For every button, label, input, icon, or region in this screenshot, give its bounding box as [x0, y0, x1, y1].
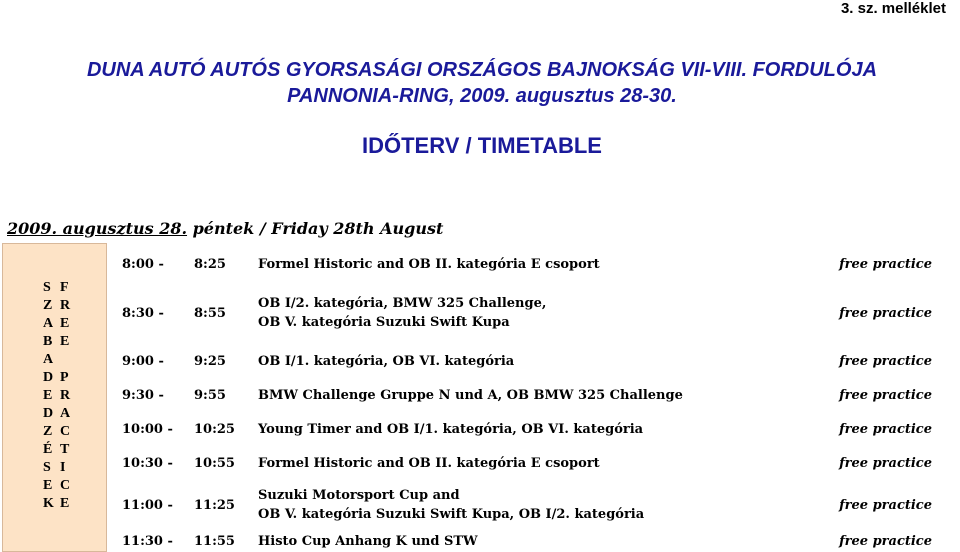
sidebar-letter: I: [60, 460, 66, 475]
sidebar-letter: D: [43, 370, 54, 385]
session-description-line: Young Timer and OB I/1. kategória, OB VI. kategória: [258, 421, 644, 437]
start-time: 9:30 -: [122, 387, 164, 403]
sidebar-letter: E: [60, 334, 70, 349]
session-type: free practice: [839, 421, 932, 437]
sidebar-letter: E: [60, 316, 70, 331]
sidebar-letter: R: [60, 388, 71, 403]
sidebar-letter: A: [43, 352, 54, 367]
session-description: [258, 294, 802, 332]
session-type: free practice: [839, 387, 932, 403]
session-description: [258, 386, 802, 405]
session-type: free practice: [839, 497, 932, 513]
schedule-row: [122, 384, 932, 406]
sidebar-letter: C: [60, 424, 71, 439]
session-description: [258, 255, 802, 274]
sidebar-letter: E: [43, 478, 53, 493]
session-description-line: Histo Cup Anhang K und STW: [258, 533, 478, 549]
session-description: [258, 532, 802, 551]
sidebar-letter: A: [43, 316, 54, 331]
sidebar-letter: A: [60, 406, 71, 421]
page-title: [0, 57, 960, 109]
sidebar-letter: S: [43, 280, 51, 295]
day-heading: [7, 219, 443, 238]
sidebar-letter: Z: [43, 298, 53, 313]
session-description: [258, 486, 802, 524]
session-type: free practice: [839, 455, 932, 471]
schedule-row: [122, 287, 932, 339]
session-description-line: OB I/1. kategória, OB VI. kategória: [258, 353, 515, 369]
title-line-1: DUNA AUTÓ AUTÓS GYORSASÁGI ORSZÁGOS BAJNOKSÁG VII-VIII. FORDULÓJA: [86, 59, 878, 81]
session-description-line: Formel Historic and OB II. kategória E csoport: [258, 256, 600, 272]
start-time: 10:30 -: [122, 455, 173, 471]
sidebar-letter: [60, 351, 70, 369]
session-description-line: OB V. kategória Suzuki Swift Kupa: [258, 315, 510, 330]
schedule-row: [122, 452, 932, 474]
sidebar-letter: B: [43, 334, 53, 349]
day-label: péntek / Friday 28th August: [187, 219, 444, 238]
day-date: 2009. augusztus 28.: [7, 219, 188, 238]
start-time: 11:30 -: [122, 533, 173, 549]
annex-label: 3. sz. melléklet: [840, 0, 946, 17]
start-time: 10:00 -: [122, 421, 173, 437]
start-time: 8:00 -: [122, 256, 164, 272]
session-description-line: OB I/2. kategória, BMW 325 Challenge,: [258, 296, 547, 311]
session-type: free practice: [839, 353, 932, 369]
end-time: 8:55: [194, 305, 226, 321]
session-description: [258, 352, 802, 371]
session-type: free practice: [839, 256, 932, 272]
session-description: [258, 420, 802, 439]
sidebar-letter: Z: [43, 424, 53, 439]
session-sidebar: [2, 243, 107, 552]
session-type: free practice: [839, 305, 932, 321]
title-line-2: PANNONIA-RING, 2009. augusztus 28-30.: [287, 85, 677, 107]
sidebar-letter: E: [60, 496, 70, 511]
start-time: 9:00 -: [122, 353, 164, 369]
start-time: 11:00 -: [122, 497, 173, 513]
sidebar-column-hungarian: [43, 279, 54, 513]
end-time: 8:25: [194, 256, 226, 272]
end-time: 10:25: [194, 421, 235, 437]
schedule-row: [122, 253, 932, 275]
session-description: [258, 454, 802, 473]
session-description-line: BMW Challenge Gruppe N und A, OB BMW 325 Challenge: [258, 387, 683, 403]
sidebar-letter: E: [43, 388, 53, 403]
end-time: 10:55: [194, 455, 235, 471]
timetable-heading: IDŐTERV / TIMETABLE: [362, 133, 602, 158]
start-time: 8:30 -: [122, 305, 164, 321]
end-time: 11:25: [194, 497, 235, 513]
session-description-line: OB V. kategória Suzuki Swift Kupa, OB I/2. kategória: [258, 507, 645, 522]
schedule-row: [122, 350, 932, 372]
sidebar-letter: S: [43, 460, 51, 475]
sidebar-letter: D: [43, 406, 54, 421]
end-time: 9:25: [194, 353, 226, 369]
end-time: 9:55: [194, 387, 226, 403]
sidebar-letter: K: [43, 496, 54, 511]
sidebar-letter: T: [60, 442, 70, 457]
sidebar-letter: C: [60, 478, 71, 493]
session-description-line: Suzuki Motorsport Cup and: [258, 488, 460, 503]
sidebar-letter: R: [60, 298, 71, 313]
session-type: free practice: [839, 533, 932, 549]
schedule-row: [122, 484, 932, 526]
sidebar-letter: F: [60, 280, 69, 295]
sidebar-column-english: [60, 279, 70, 513]
schedule-row: [122, 530, 932, 552]
schedule-row: [122, 418, 932, 440]
sidebar-letter: P: [60, 370, 69, 385]
session-description-line: Formel Historic and OB II. kategória E csoport: [258, 455, 600, 471]
end-time: 11:55: [194, 533, 235, 549]
sidebar-letter: É: [43, 442, 53, 457]
